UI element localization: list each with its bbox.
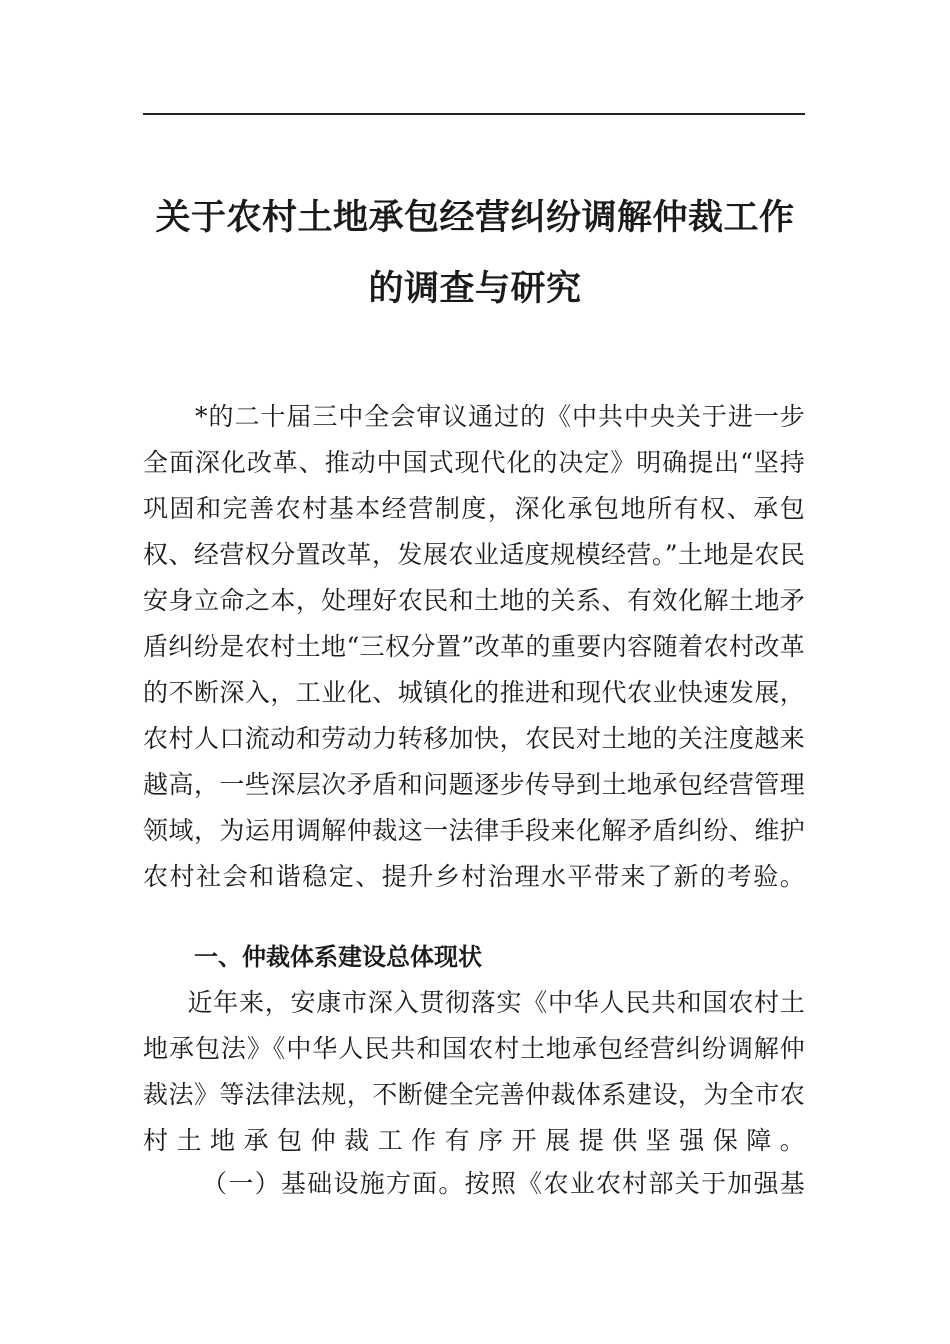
- section-1-paragraph-text: 近年来，安康市深入贯彻落实《中华人民共和国农村土地承包法》《中华人民共和国农村土地承包经营纠纷调解仲裁法》等法律法规，不断健全完善仲裁体系建设，为全市农村土地承包仲裁工作有序开展提供坚强保障。: [143, 988, 805, 1155]
- header-rule: [143, 113, 805, 115]
- intro-paragraph: [143, 394, 805, 946]
- intro-paragraph-text: *的二十届三中全会审议通过的《中共中央关于进一步全面深化改革、推动中国式现代化的决定》明确提出“坚持巩固和完善农村基本经营制度，深化承包地所有权、承包权、经营权分置改革，发展农业适度规模经营。”土地是农民安身立命之本，处理好农民和土地的关系、有效化解土地矛盾纠纷是农村土地“三权分置”改革的重要内容随着农村改革的不断深入，工业化、城镇化的推进和现代农业快速发展，农村人口流动和劳动力转移加快，农民对土地的关注度越来越高，一些深层次矛盾和问题逐步传导到土地承包经营管理领域，为运用调解仲裁这一法律手段来化解矛盾纠纷、维护农村社会和谐稳定、提升乡村治理水平带来了新的考验。: [143, 402, 805, 891]
- section-1-paragraph: [143, 980, 805, 1164]
- subsection-paragraph: [143, 1161, 805, 1207]
- section-heading-1: 一、仲裁体系建设总体现状: [194, 943, 482, 971]
- document-title-line-2: 的调查与研究: [368, 268, 582, 309]
- document-title-line-1: 关于农村土地承包经营纠纷调解仲裁工作: [155, 197, 795, 238]
- subsection-paragraph-text: （一）基础设施方面。按照《农业农村部关于加强基: [201, 1169, 805, 1198]
